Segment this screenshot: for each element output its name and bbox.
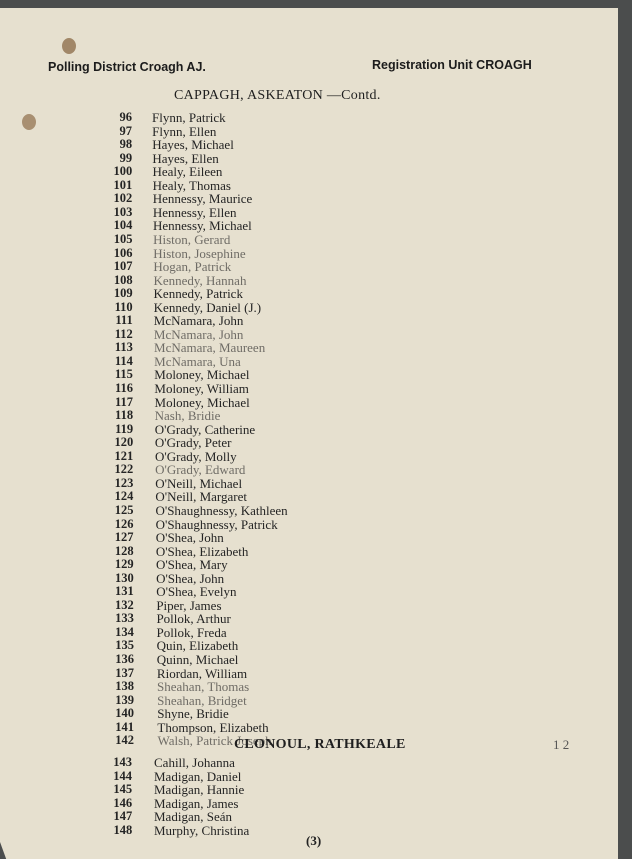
register-entry: [0, 152, 420, 165]
entry-number: 129: [114, 557, 134, 572]
entry-number: 132: [115, 597, 134, 612]
entry-number: 137: [115, 665, 134, 680]
register-entry: [0, 219, 420, 232]
entry-number: 107: [113, 259, 133, 274]
entry-number: 128: [114, 543, 134, 558]
entry-number: 110: [114, 299, 133, 314]
entry-name: O'Neill, Michael: [155, 475, 243, 491]
register-entry: [0, 707, 420, 720]
entry-number: 131: [115, 584, 134, 599]
register-entry: [0, 694, 420, 707]
register-entry: [0, 368, 420, 381]
register-entry: [0, 165, 420, 178]
entry-name: Healy, Eileen: [152, 164, 223, 180]
register-entry: [0, 504, 420, 517]
entry-name: Murphy, Christina: [154, 822, 250, 838]
register-entry: [0, 626, 420, 639]
entry-name: Kennedy, Patrick: [153, 286, 243, 302]
entry-number: 141: [115, 719, 134, 734]
entry-name: Sheahan, Thomas: [157, 679, 250, 695]
register-entry: [0, 783, 420, 796]
entry-number: 101: [113, 177, 133, 192]
entry-name: Moloney, Michael: [154, 394, 250, 410]
register-entry: [0, 558, 420, 571]
entry-name: Hennessy, Maurice: [152, 191, 253, 207]
register-entry: [0, 396, 420, 409]
entry-number: 130: [114, 570, 134, 585]
entry-number: 146: [113, 795, 133, 810]
entry-name: Cahill, Johanna: [154, 755, 235, 770]
entry-number: 120: [114, 435, 134, 450]
entry-number: 112: [114, 326, 133, 341]
entry-number: 122: [114, 462, 134, 477]
entry-name: Kennedy, Hannah: [153, 272, 247, 288]
entry-name: O'Shea, Mary: [155, 557, 228, 573]
register-entry: [0, 463, 420, 476]
entry-number: 108: [113, 272, 133, 287]
entry-name: Healy, Thomas: [152, 177, 231, 193]
entry-number: 127: [114, 530, 134, 545]
entry-number: 125: [114, 502, 134, 517]
entry-name: Hennessy, Ellen: [152, 204, 237, 220]
register-entry: [0, 260, 420, 273]
entry-name: Madigan, James: [154, 795, 239, 811]
entry-number: 124: [114, 489, 134, 504]
register-entry: [0, 797, 420, 810]
entry-name: Thompson, Elizabeth: [157, 719, 269, 735]
register-entry: [0, 612, 420, 625]
entry-name: Flynn, Ellen: [152, 123, 217, 139]
registration-unit-heading: Registration Unit CROAGH: [372, 58, 532, 72]
register-entry: [0, 477, 420, 490]
register-entry: [0, 639, 420, 652]
entry-number: 98: [119, 137, 133, 152]
register-entry: [0, 179, 420, 192]
entry-number: 126: [114, 516, 134, 531]
entry-number: 140: [115, 706, 134, 721]
register-entry: [0, 138, 420, 151]
entry-name: Riordan, William: [156, 665, 248, 681]
register-entry: [0, 301, 420, 314]
entry-number: 111: [115, 313, 133, 328]
entry-name: McNamara, John: [153, 326, 244, 342]
entry-number: 116: [114, 381, 133, 395]
entry-number: 105: [113, 231, 133, 246]
entry-name: Quin, Elizabeth: [156, 638, 239, 654]
entry-number: 136: [115, 652, 134, 666]
register-entry: [0, 721, 420, 734]
entry-name: McNamara, John: [153, 313, 244, 329]
register-entry: [0, 355, 420, 368]
entry-name: Moloney, Michael: [154, 367, 250, 383]
entry-name: Sheahan, Bridget: [157, 692, 247, 708]
register-entry: [0, 206, 420, 219]
entry-number: 147: [113, 809, 133, 824]
entry-name: Walsh, Patrick Joseph: [157, 733, 272, 749]
entry-name: Nash, Bridie: [154, 408, 221, 424]
polling-district-heading: Polling District Croagh AJ.: [48, 60, 206, 74]
entry-name: Madigan, Hannie: [154, 782, 245, 798]
entry-number: 123: [114, 475, 134, 490]
entry-number: 103: [113, 204, 133, 219]
entry-number: 134: [115, 624, 134, 639]
entry-name: Kennedy, Daniel (J.): [153, 299, 262, 315]
entry-number: 117: [114, 394, 134, 409]
entry-name: O'Grady, Edward: [155, 462, 246, 478]
entry-number: 145: [113, 782, 133, 797]
register-entry: [0, 667, 420, 680]
entry-name: Flynn, Patrick: [152, 110, 226, 125]
entry-number: 142: [115, 733, 134, 748]
entry-name: Histon, Josephine: [153, 245, 246, 261]
register-entry: [0, 653, 420, 666]
entry-number: 135: [115, 638, 134, 653]
register-entry: [0, 409, 420, 422]
entry-name: O'Shea, Elizabeth: [155, 543, 249, 559]
register-entry: [0, 585, 420, 598]
section-title: CLONOUL, RATHKEALE: [234, 737, 406, 752]
entry-name: Moloney, William: [154, 381, 249, 396]
register-entry: [0, 572, 420, 585]
register-entry: [0, 125, 420, 138]
register-entry: [0, 274, 420, 287]
entry-name: O'Shea, John: [156, 570, 225, 586]
entry-name: O'Shaughnessy, Kathleen: [155, 502, 288, 518]
entry-number: 121: [114, 448, 134, 463]
entry-name: O'Shea, Evelyn: [156, 584, 237, 600]
entry-name: Hayes, Ellen: [152, 150, 219, 166]
entry-number: 99: [119, 150, 133, 165]
entry-number: 115: [114, 367, 133, 382]
entry-name: McNamara, Maureen: [154, 340, 266, 356]
register-entry: [0, 824, 420, 837]
page-number: (3): [306, 833, 322, 848]
register-entry: [0, 599, 420, 612]
entry-number: 133: [115, 611, 134, 626]
entry-name: Quinn, Michael: [156, 652, 239, 667]
entry-number: 96: [119, 110, 132, 124]
margin-mark: 1 2: [553, 737, 570, 752]
entry-name: Madigan, Seán: [154, 809, 232, 825]
entry-name: McNamara, Una: [154, 353, 241, 369]
register-entry: [0, 518, 420, 531]
register-entry: [0, 810, 420, 823]
entry-number: 143: [113, 755, 132, 769]
register-entry: [0, 756, 420, 769]
register-entry: [0, 531, 420, 544]
register-entry: [0, 450, 420, 463]
entry-number: 97: [119, 123, 133, 138]
entry-name: Hayes, Michael: [152, 137, 234, 153]
entry-name: O'Grady, Molly: [155, 448, 237, 464]
register-entry: [0, 111, 420, 124]
register-entry: [0, 287, 420, 300]
entry-number: 113: [114, 340, 133, 355]
entry-number: 104: [113, 218, 133, 233]
entry-number: 138: [115, 679, 134, 694]
entry-number: 102: [113, 191, 133, 206]
entry-name: Hogan, Patrick: [153, 259, 232, 275]
register-entry: [0, 233, 420, 246]
register-entry: [0, 247, 420, 260]
entry-name: O'Grady, Catherine: [154, 421, 256, 437]
entry-number: 106: [113, 245, 133, 260]
register-entry: [0, 436, 420, 449]
entry-number: 100: [113, 164, 133, 179]
entry-name: O'Neill, Margaret: [155, 489, 247, 505]
stain-mark: [62, 38, 76, 54]
entry-number: 148: [113, 822, 133, 837]
entry-name: Pollok, Arthur: [156, 611, 231, 627]
entry-number: 139: [115, 692, 134, 707]
entry-name: Pollok, Freda: [156, 624, 227, 640]
entry-number: 119: [115, 421, 134, 436]
register-entry: [0, 328, 420, 341]
register-entry: [0, 490, 420, 503]
entry-name: Piper, James: [156, 597, 222, 613]
entry-number: 109: [113, 286, 133, 301]
section-title: CAPPAGH, ASKEATON —Contd.: [174, 88, 381, 103]
register-entry: [0, 423, 420, 436]
entry-number: 144: [113, 768, 133, 783]
entry-name: Histon, Gerard: [153, 231, 231, 247]
register-entry: [0, 770, 420, 783]
register-entry: [0, 341, 420, 354]
register-entry: [0, 314, 420, 327]
register-entry: [0, 192, 420, 205]
register-entry: [0, 545, 420, 558]
register-entry: [0, 680, 420, 693]
entry-number: 118: [115, 408, 134, 423]
entry-name: Madigan, Daniel: [154, 768, 242, 784]
entry-number: 114: [114, 353, 133, 368]
entry-name: O'Shea, John: [155, 530, 224, 546]
entry-name: Shyne, Bridie: [157, 706, 229, 722]
entry-name: Hennessy, Michael: [152, 218, 252, 234]
entry-name: O'Shaughnessy, Patrick: [155, 516, 278, 532]
entry-name: O'Grady, Peter: [154, 435, 232, 451]
register-entry: [0, 382, 420, 395]
